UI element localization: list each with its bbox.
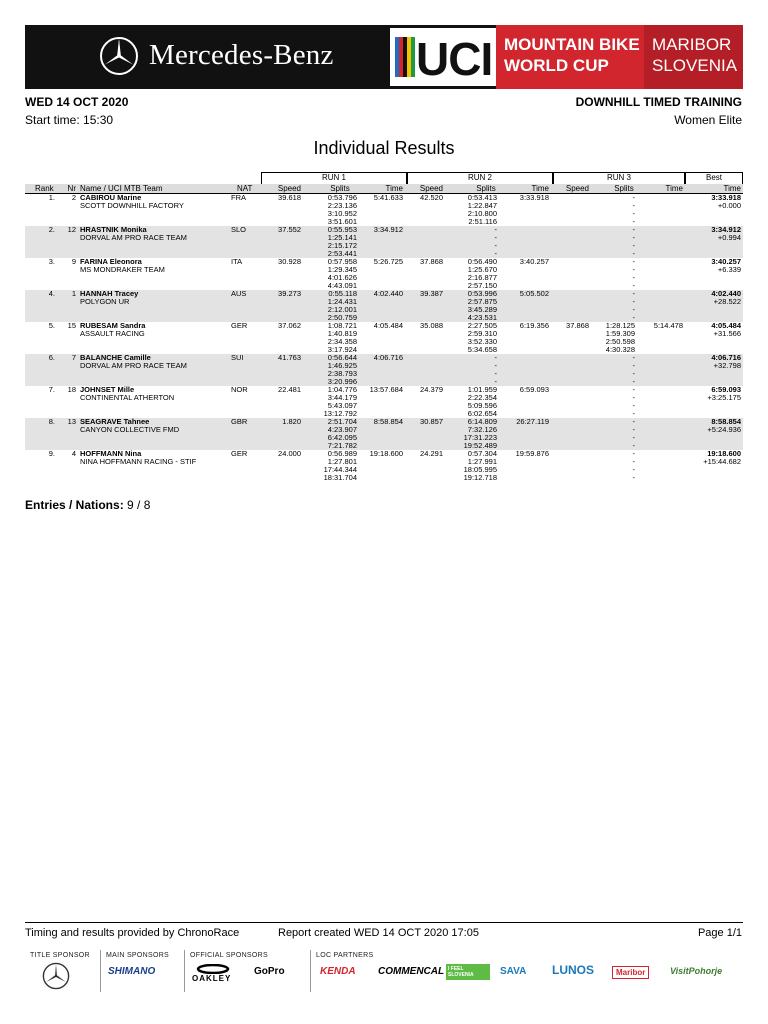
rider-name: HRASTNIK Monika bbox=[80, 225, 147, 234]
run2-speed: 30.857 bbox=[420, 417, 443, 426]
run1-time: 13:57.684 bbox=[369, 385, 403, 394]
run3-split: - bbox=[632, 433, 635, 442]
bib-number-cell: 4 bbox=[71, 449, 76, 458]
rider-name: HANNAH Tracey bbox=[80, 289, 139, 298]
run2-split: - bbox=[494, 361, 497, 370]
run2-split: 0:53.413 bbox=[467, 193, 497, 202]
run2-split: 0:53.996 bbox=[467, 289, 497, 298]
run2-speed: 42.520 bbox=[420, 193, 443, 202]
run2-speed: 24.379 bbox=[420, 385, 443, 394]
header-banner bbox=[25, 25, 743, 89]
run1-split: 2:38.793 bbox=[327, 369, 357, 378]
run3-split: - bbox=[632, 409, 635, 418]
col-rank: Rank bbox=[35, 184, 54, 193]
rank-cell: 2. bbox=[48, 225, 55, 234]
run2-split: 2:10.800 bbox=[467, 209, 497, 218]
run2-time: 5:05.502 bbox=[519, 289, 549, 298]
run1-split: 0:56.989 bbox=[327, 449, 357, 458]
run3-split: - bbox=[632, 273, 635, 282]
table-row bbox=[25, 450, 743, 482]
run3-split: - bbox=[632, 241, 635, 250]
sponsor-divider bbox=[100, 950, 101, 992]
run2-split: 2:57.875 bbox=[467, 297, 497, 306]
bib-number-cell: 18 bbox=[67, 385, 76, 394]
run3-split: - bbox=[632, 449, 635, 458]
run2-split: 17:31.223 bbox=[463, 433, 497, 442]
run3-split: 1:28.125 bbox=[605, 321, 635, 330]
team-name: CANYON COLLECTIVE FMD bbox=[80, 425, 180, 434]
run3-split: - bbox=[632, 249, 635, 258]
run1-time: 4:05.484 bbox=[373, 321, 403, 330]
page-number: Page 1/1 bbox=[697, 927, 742, 939]
rank-cell: 3. bbox=[48, 257, 55, 266]
sponsor-sava: SAVA bbox=[500, 966, 527, 977]
run1-split: 0:56.644 bbox=[327, 353, 357, 362]
run1-split: 1:29.345 bbox=[327, 265, 357, 274]
sponsor-lunos: LUNOS bbox=[552, 963, 594, 977]
entries-nations bbox=[25, 498, 150, 512]
nation-cell: GER bbox=[231, 449, 248, 458]
timing-provider: Timing and results provided by ChronoRace bbox=[25, 927, 240, 939]
run1-split: 3:10.952 bbox=[327, 209, 357, 218]
best-header: Best bbox=[685, 172, 743, 184]
run3-split: - bbox=[632, 353, 635, 362]
run3-time: 5:14.478 bbox=[653, 321, 683, 330]
run3-split: - bbox=[632, 313, 635, 322]
uci-text: UCI bbox=[416, 33, 493, 85]
sponsor-label-title: TITLE SPONSOR bbox=[30, 952, 90, 959]
run1-split: 2:34.358 bbox=[327, 337, 357, 346]
sponsor-visit-pohorje: VisitPohorje bbox=[670, 966, 723, 976]
brand-name: Mercedes-Benz bbox=[149, 39, 334, 71]
run2-split: 3:52.330 bbox=[467, 337, 497, 346]
table-row bbox=[25, 386, 743, 418]
run2-split: 18:05.995 bbox=[463, 465, 497, 474]
sponsor-kenda: KENDA bbox=[320, 966, 356, 977]
nation-cell: GBR bbox=[231, 417, 248, 426]
nation-cell: NOR bbox=[231, 385, 248, 394]
run2-split: 19:12.718 bbox=[463, 473, 497, 482]
city-line-2: SLOVENIA bbox=[652, 56, 738, 75]
run1-speed: 22.481 bbox=[278, 385, 301, 394]
col-nat: NAT bbox=[237, 184, 253, 193]
run2-split: - bbox=[494, 233, 497, 242]
sponsor-divider bbox=[310, 950, 311, 992]
sponsor-slovenia: I FEEL SLOVENIA bbox=[446, 964, 490, 980]
run3-split: - bbox=[632, 425, 635, 434]
best-time: 4:02.440 bbox=[711, 289, 741, 298]
run1-split: 4:23.907 bbox=[327, 425, 357, 434]
bib-number-cell: 7 bbox=[71, 353, 76, 362]
run1-split: 0:55.953 bbox=[327, 225, 357, 234]
best-gap: +6.339 bbox=[717, 265, 741, 274]
run2-time: 26:27.119 bbox=[516, 417, 549, 426]
run3-split: - bbox=[632, 289, 635, 298]
run2-split: 5:09.596 bbox=[467, 401, 497, 410]
report-created: Report created WED 14 OCT 2020 17:05 bbox=[278, 927, 479, 939]
team-name: POLYGON UR bbox=[80, 297, 130, 306]
run1-speed: 37.062 bbox=[278, 321, 301, 330]
run2-split: 1:22.847 bbox=[467, 201, 497, 210]
uci-logo bbox=[390, 28, 496, 86]
best-time: 4:06.716 bbox=[711, 353, 741, 362]
run2-time: 6:59.093 bbox=[519, 385, 549, 394]
mercedes-star-icon bbox=[99, 36, 139, 76]
run2-split: 6:02.654 bbox=[467, 409, 497, 418]
rider-name: HOFFMANN Nina bbox=[80, 449, 142, 458]
run2-split: - bbox=[494, 249, 497, 258]
rank-cell: 4. bbox=[48, 289, 55, 298]
best-time: 6:59.093 bbox=[711, 385, 741, 394]
run3-split: - bbox=[632, 401, 635, 410]
run1-split: 18:31.704 bbox=[323, 473, 357, 482]
run1-speed: 39.618 bbox=[278, 193, 301, 202]
run2-split: - bbox=[494, 241, 497, 250]
sponsor-maribor: Maribor bbox=[612, 966, 649, 979]
run1-time: 19:18.600 bbox=[369, 449, 403, 458]
run3-split: - bbox=[632, 465, 635, 474]
mercedes-star-icon bbox=[42, 962, 70, 990]
col-splits2: Splits bbox=[476, 184, 496, 193]
best-time: 3:40.257 bbox=[711, 257, 741, 266]
team-name: SCOTT DOWNHILL FACTORY bbox=[80, 201, 184, 210]
run2-split: - bbox=[494, 225, 497, 234]
entries-label: Entries / Nations: bbox=[25, 498, 124, 512]
run1-split: 6:42.095 bbox=[327, 433, 357, 442]
best-time: 19:18.600 bbox=[707, 449, 741, 458]
run1-header: RUN 1 bbox=[261, 172, 407, 184]
series-line-2: WORLD CUP bbox=[504, 56, 609, 75]
run3-split: - bbox=[632, 361, 635, 370]
run1-split: 2:12.001 bbox=[327, 305, 357, 314]
team-name: DORVAL AM PRO RACE TEAM bbox=[80, 361, 187, 370]
best-gap: +0.994 bbox=[717, 233, 741, 242]
bib-number-cell: 12 bbox=[67, 225, 76, 234]
series-line-1: MOUNTAIN BIKE bbox=[504, 35, 640, 54]
run3-split: - bbox=[632, 385, 635, 394]
sponsor-oakley: OAKLEY bbox=[192, 974, 232, 983]
run3-split: - bbox=[632, 297, 635, 306]
nation-cell: AUS bbox=[231, 289, 247, 298]
best-time: 3:33.918 bbox=[711, 193, 741, 202]
bib-number-cell: 1 bbox=[71, 289, 76, 298]
run1-time: 3:34.912 bbox=[373, 225, 403, 234]
run3-split: - bbox=[632, 377, 635, 386]
table-row bbox=[25, 226, 743, 258]
run1-split: 2:23.136 bbox=[327, 201, 357, 210]
table-row bbox=[25, 354, 743, 386]
col-time2: Time bbox=[531, 184, 549, 193]
nation-cell: SLO bbox=[231, 225, 247, 234]
run2-split: 2:27.505 bbox=[467, 321, 497, 330]
rank-cell: 6. bbox=[48, 353, 55, 362]
run3-split: - bbox=[632, 369, 635, 378]
col-time1: Time bbox=[385, 184, 403, 193]
run2-split: - bbox=[494, 377, 497, 386]
run-header-row bbox=[25, 172, 743, 184]
best-gap: +31.566 bbox=[713, 329, 741, 338]
run3-split: - bbox=[632, 209, 635, 218]
sponsor-label-loc: LOC PARTNERS bbox=[316, 952, 374, 959]
run2-split: 6:14.809 bbox=[467, 417, 497, 426]
category: Women Elite bbox=[674, 113, 742, 127]
run1-split: 2:15.172 bbox=[327, 241, 357, 250]
run2-header: RUN 2 bbox=[407, 172, 553, 184]
team-name: MS MONDRAKER TEAM bbox=[80, 265, 165, 274]
run2-speed: 24.291 bbox=[420, 449, 443, 458]
run3-speed: 37.868 bbox=[566, 321, 589, 330]
run1-split: 13:12.792 bbox=[323, 409, 357, 418]
nation-cell: FRA bbox=[231, 193, 246, 202]
start-time: Start time: 15:30 bbox=[25, 113, 114, 127]
sponsor-label-main: MAIN SPONSORS bbox=[106, 952, 170, 959]
series-logo bbox=[496, 25, 644, 89]
sponsor-gopro: GoPro bbox=[254, 966, 285, 977]
bib-number-cell: 9 bbox=[71, 257, 76, 266]
best-time: 8:58.854 bbox=[711, 417, 741, 426]
best-gap: +0.000 bbox=[717, 201, 741, 210]
run1-speed: 30.928 bbox=[278, 257, 301, 266]
col-nr: Nr bbox=[67, 184, 76, 193]
rider-name: SEAGRAVE Tahnee bbox=[80, 417, 150, 426]
run2-split: 2:22.354 bbox=[467, 393, 497, 402]
col-speed1: Speed bbox=[277, 184, 301, 193]
run1-split: 1:46.925 bbox=[327, 361, 357, 370]
run2-split: 2:59.310 bbox=[467, 329, 497, 338]
city-line-1: MARIBOR bbox=[652, 35, 732, 54]
table-row bbox=[25, 418, 743, 450]
nation-cell: GER bbox=[231, 321, 248, 330]
rank-cell: 8. bbox=[48, 417, 55, 426]
best-gap: +5:24.936 bbox=[707, 425, 741, 434]
run2-split: 3:45.289 bbox=[467, 305, 497, 314]
run1-speed: 39.273 bbox=[278, 289, 301, 298]
run3-split: - bbox=[632, 265, 635, 274]
event-date: WED 14 OCT 2020 bbox=[25, 95, 129, 109]
run2-time: 19:59.876 bbox=[515, 449, 549, 458]
run3-split: 2:50.598 bbox=[605, 337, 635, 346]
run1-split: 1:25.141 bbox=[327, 233, 357, 242]
run2-split: 7:32.126 bbox=[467, 425, 497, 434]
run2-split: 1:27.991 bbox=[467, 457, 497, 466]
run1-speed: 1.820 bbox=[282, 417, 301, 426]
run1-split: 1:04.776 bbox=[327, 385, 357, 394]
table-row bbox=[25, 322, 743, 354]
run1-split: 7:21.782 bbox=[327, 441, 357, 450]
event-name: DOWNHILL TIMED TRAINING bbox=[575, 95, 742, 109]
run2-split: 1:01.959 bbox=[467, 385, 497, 394]
table-row bbox=[25, 290, 743, 322]
run3-split: - bbox=[632, 473, 635, 482]
run1-speed: 41.763 bbox=[278, 353, 301, 362]
team-name: NINA HOFFMANN RACING - STIF bbox=[80, 457, 197, 466]
run2-speed: 35.088 bbox=[420, 321, 443, 330]
run1-split: 0:57.958 bbox=[327, 257, 357, 266]
run2-time: 3:40.257 bbox=[519, 257, 549, 266]
run2-split: 2:57.150 bbox=[467, 281, 497, 290]
run3-split: - bbox=[632, 193, 635, 202]
page-title: Individual Results bbox=[313, 138, 455, 158]
bib-number-cell: 13 bbox=[67, 417, 76, 426]
rider-name: JOHNSET Mille bbox=[80, 385, 135, 394]
bib-number-cell: 2 bbox=[71, 193, 76, 202]
run2-speed: 37.868 bbox=[420, 257, 443, 266]
run3-split: - bbox=[632, 441, 635, 450]
run1-split: 17:44.344 bbox=[323, 465, 357, 474]
run1-time: 8:58.854 bbox=[373, 417, 403, 426]
run1-time: 5:26.725 bbox=[373, 257, 403, 266]
run1-split: 3:51.601 bbox=[327, 217, 357, 226]
run1-time: 5:41.633 bbox=[373, 193, 403, 202]
results-table bbox=[25, 172, 743, 482]
rank-cell: 7. bbox=[48, 385, 55, 394]
best-gap: +3:25.175 bbox=[707, 393, 741, 402]
team-name: ASSAULT RACING bbox=[80, 329, 145, 338]
run3-split: - bbox=[632, 217, 635, 226]
run1-split: 3:44.179 bbox=[327, 393, 357, 402]
bib-number-cell: 15 bbox=[67, 321, 76, 330]
run1-split: 1:40.819 bbox=[327, 329, 357, 338]
run2-split: - bbox=[494, 353, 497, 362]
col-speed2: Speed bbox=[419, 184, 443, 193]
sponsor-label-official: OFFICIAL SPONSORS bbox=[190, 952, 268, 959]
sponsor-divider bbox=[184, 950, 185, 992]
run1-split: 2:53.441 bbox=[327, 249, 357, 258]
run2-split: 2:16.877 bbox=[467, 273, 497, 282]
run3-split: - bbox=[632, 417, 635, 426]
run1-time: 4:02.440 bbox=[373, 289, 403, 298]
run1-speed: 37.552 bbox=[278, 225, 301, 234]
run3-split: - bbox=[632, 457, 635, 466]
run2-split: 2:51.116 bbox=[468, 217, 497, 226]
run1-split: 5:43.097 bbox=[327, 401, 357, 410]
run1-split: 0:55.118 bbox=[328, 289, 357, 298]
col-speed3: Speed bbox=[565, 184, 589, 193]
oakley-ellipse-icon bbox=[196, 964, 230, 974]
run1-speed: 24.000 bbox=[278, 449, 301, 458]
run3-split: - bbox=[632, 233, 635, 242]
run3-split: 4:30.328 bbox=[605, 345, 635, 354]
footer-divider bbox=[25, 922, 743, 923]
run2-time: 6:19.356 bbox=[519, 321, 549, 330]
col-splits3: Splits bbox=[614, 184, 634, 193]
run2-split: 0:57.304 bbox=[467, 449, 497, 458]
best-gap: +28.522 bbox=[713, 297, 741, 306]
run1-split: 0:53.796 bbox=[327, 193, 357, 202]
best-gap: +15:44.682 bbox=[703, 457, 741, 466]
col-name: Name / UCI MTB Team bbox=[80, 184, 163, 193]
results-body bbox=[25, 194, 743, 482]
run1-split: 1:08.721 bbox=[327, 321, 357, 330]
run1-split: 1:24.431 bbox=[327, 297, 357, 306]
run1-split: 3:17.924 bbox=[327, 345, 357, 354]
run3-split: - bbox=[632, 257, 635, 266]
table-row bbox=[25, 258, 743, 290]
run3-split: - bbox=[632, 393, 635, 402]
rank-cell: 5. bbox=[48, 321, 55, 330]
run2-split: 5:34.658 bbox=[467, 345, 497, 354]
run1-split: 3:20.996 bbox=[327, 377, 357, 386]
run2-split: - bbox=[494, 369, 497, 378]
rider-name: CABIROU Marine bbox=[80, 193, 142, 202]
run2-split: 4:23.531 bbox=[467, 313, 497, 322]
run1-split: 4:01.626 bbox=[327, 273, 357, 282]
run1-split: 4:43.091 bbox=[327, 281, 357, 290]
team-name: DORVAL AM PRO RACE TEAM bbox=[80, 233, 187, 242]
col-time3: Time bbox=[665, 184, 683, 193]
sponsor-shimano: SHIMANO bbox=[108, 966, 156, 977]
run2-split: 1:25.670 bbox=[467, 265, 497, 274]
rider-name: BALANCHE Camille bbox=[80, 353, 151, 362]
run3-split: - bbox=[632, 201, 635, 210]
run2-speed: 39.387 bbox=[420, 289, 443, 298]
run3-split: - bbox=[632, 305, 635, 314]
col-splits1: Splits bbox=[330, 184, 350, 193]
best-time: 3:34.912 bbox=[711, 225, 741, 234]
best-gap: +32.798 bbox=[713, 361, 741, 370]
run3-split: - bbox=[632, 281, 635, 290]
run1-split: 1:27.801 bbox=[327, 457, 357, 466]
sponsor-commencal: COMMENCAL bbox=[378, 966, 445, 977]
run3-split: 1:59.309 bbox=[605, 329, 635, 338]
nation-cell: ITA bbox=[231, 257, 243, 266]
run1-time: 4:06.716 bbox=[373, 353, 403, 362]
run3-header: RUN 3 bbox=[553, 172, 685, 184]
rank-cell: 1. bbox=[48, 193, 55, 202]
rank-cell: 9. bbox=[48, 449, 55, 458]
col-best: Time bbox=[723, 184, 741, 193]
run2-time: 3:33.918 bbox=[519, 193, 549, 202]
run2-split: 0:56.490 bbox=[467, 257, 497, 266]
best-time: 4:05.484 bbox=[711, 321, 741, 330]
team-name: CONTINENTAL ATHERTON bbox=[80, 393, 175, 402]
run3-split: - bbox=[632, 225, 635, 234]
rider-name: RUBESAM Sandra bbox=[80, 321, 146, 330]
rider-name: FARINA Eleonora bbox=[80, 257, 142, 266]
run1-split: 2:50.759 bbox=[327, 313, 357, 322]
run2-split: 19:52.489 bbox=[463, 441, 497, 450]
city-logo bbox=[644, 25, 743, 89]
run1-split: 2:51.704 bbox=[327, 417, 357, 426]
nation-cell: SUI bbox=[231, 353, 244, 362]
entries-value: 9 / 8 bbox=[123, 498, 151, 512]
table-row bbox=[25, 194, 743, 226]
